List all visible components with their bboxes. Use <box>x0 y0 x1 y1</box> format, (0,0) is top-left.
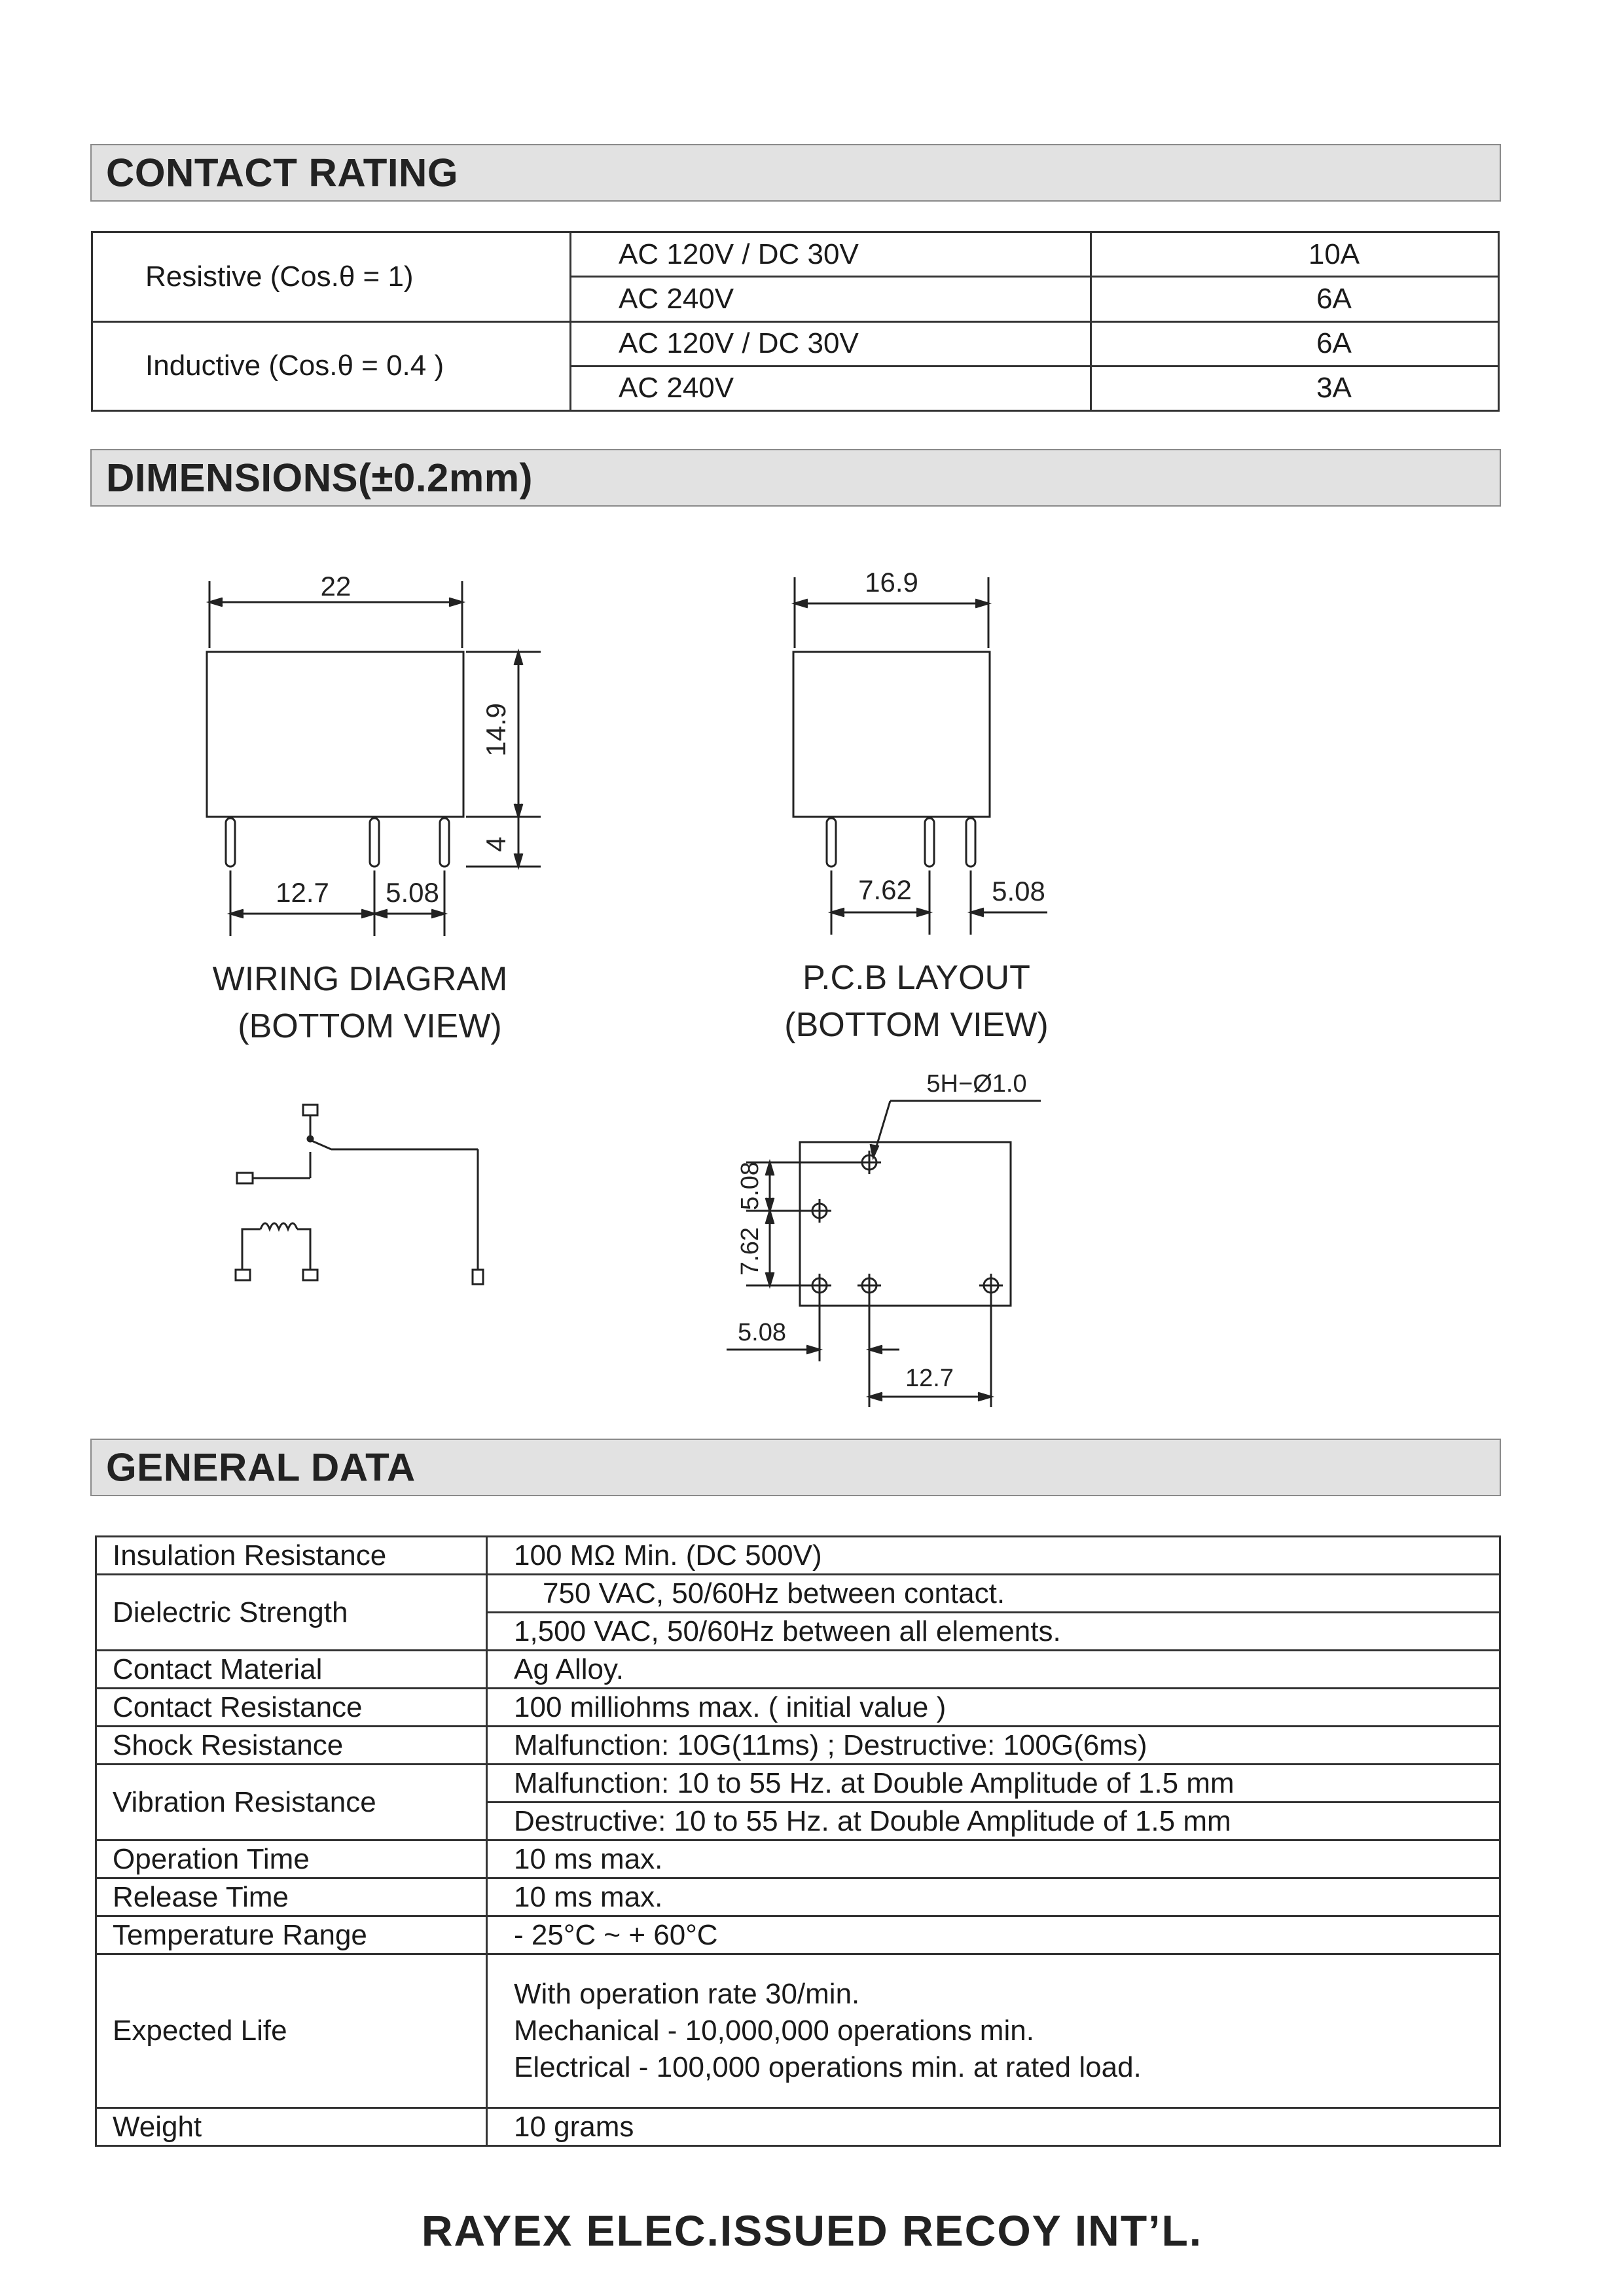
front-height-label: 14.9 <box>480 703 511 757</box>
pcb-layout-subtitle: (BOTTOM VIEW) <box>784 1006 1049 1044</box>
contact-load-label: Inductive (Cos.θ = 0.4 ) <box>92 321 571 411</box>
table-row <box>96 1651 1500 1689</box>
spec-value-group <box>487 1954 1500 2108</box>
spec-value: Mechanical - 10,000,000 operations min. <box>514 2015 1034 2047</box>
spec-value: Electrical - 100,000 operations min. at rated load. <box>514 2051 1142 2083</box>
contact-voltage: AC 120V / DC 30V <box>571 321 1091 366</box>
table-row <box>96 1727 1500 1765</box>
table-row <box>96 1575 1500 1613</box>
dimensions-title: DIMENSIONS(±0.2mm) <box>106 456 533 500</box>
spec-value: 10 ms max. <box>487 1840 1500 1878</box>
wiring-diagram-caption <box>196 956 524 1050</box>
spec-label: Weight <box>96 2108 487 2146</box>
front-width-label: 22 <box>320 571 352 601</box>
spec-value: 750 VAC, 50/60Hz between contact. <box>487 1575 1500 1613</box>
contact-current: 6A <box>1091 321 1499 366</box>
contact-rating-title: CONTACT RATING <box>106 151 459 195</box>
front-pitch-a-label: 12.7 <box>276 877 329 908</box>
spec-label: Dielectric Strength <box>96 1575 487 1651</box>
general-data-header <box>90 1439 1501 1496</box>
table-row <box>96 1689 1500 1727</box>
spec-label: Operation Time <box>96 1840 487 1878</box>
spec-label: Contact Resistance <box>96 1689 487 1727</box>
wiring-diagram-title: WIRING DIAGRAM <box>212 960 508 998</box>
wiring-diagram-subtitle: (BOTTOM VIEW) <box>238 1007 502 1045</box>
pcb-holes-label: 5H−Ø1.0 <box>926 1070 1027 1098</box>
pcb-dim-v-a-label: 5.08 <box>736 1162 764 1210</box>
spec-value: 1,500 VAC, 50/60Hz between all elements. <box>487 1613 1500 1651</box>
table-row <box>96 1878 1500 1916</box>
contact-voltage: AC 120V / DC 30V <box>571 232 1091 277</box>
pcb-layout-title: P.C.B LAYOUT <box>803 959 1030 997</box>
pcb-dim-v-b-label: 7.62 <box>736 1227 764 1276</box>
spec-label: Vibration Resistance <box>96 1765 487 1840</box>
contact-current: 3A <box>1091 366 1499 410</box>
spec-value: 100 MΩ Min. (DC 500V) <box>487 1537 1500 1575</box>
spec-value: Destructive: 10 to 55 Hz. at Double Amplitude of 1.5 mm <box>487 1803 1500 1840</box>
table-row <box>96 1954 1500 2108</box>
side-pitch-a-label: 7.62 <box>858 874 912 905</box>
spec-value: Malfunction: 10G(11ms) ; Destructive: 100G(6ms) <box>487 1727 1500 1765</box>
contact-load-label: Resistive (Cos.θ = 1) <box>92 232 571 322</box>
spec-value: 10 grams <box>487 2108 1500 2146</box>
spec-label: Shock Resistance <box>96 1727 487 1765</box>
spec-value: Malfunction: 10 to 55 Hz. at Double Amplitude of 1.5 mm <box>487 1765 1500 1803</box>
wiring-diagram <box>236 1105 483 1284</box>
table-row <box>96 1537 1500 1575</box>
spec-value: - 25°C ~ + 60°C <box>487 1916 1500 1954</box>
contact-voltage: AC 240V <box>571 277 1091 321</box>
general-data-table <box>95 1535 1501 2147</box>
table-row <box>96 1840 1500 1878</box>
relay-front-view <box>207 581 541 936</box>
spec-label: Temperature Range <box>96 1916 487 1954</box>
pcb-layout <box>727 1101 1041 1407</box>
spec-value: 100 milliohms max. ( initial value ) <box>487 1689 1500 1727</box>
spec-value: Ag Alloy. <box>487 1651 1500 1689</box>
side-width-label: 16.9 <box>865 567 918 598</box>
pcb-layout-caption <box>753 954 1080 1049</box>
contact-current: 10A <box>1091 232 1499 277</box>
table-row <box>96 1765 1500 1803</box>
table-row <box>96 2108 1500 2146</box>
spec-value: With operation rate 30/min. <box>514 1978 860 2010</box>
spec-label: Release Time <box>96 1878 487 1916</box>
front-pin-length-label: 4 <box>480 836 511 852</box>
spec-label: Expected Life <box>96 1954 487 2108</box>
contact-voltage: AC 240V <box>571 366 1091 410</box>
pcb-dim-h-b-label: 12.7 <box>905 1365 954 1392</box>
general-data-title: GENERAL DATA <box>106 1445 416 1490</box>
side-pitch-b-label: 5.08 <box>992 876 1045 906</box>
spec-value: 10 ms max. <box>487 1878 1500 1916</box>
spec-label: Contact Material <box>96 1651 487 1689</box>
front-pitch-b-label: 5.08 <box>386 877 439 908</box>
table-row <box>96 1916 1500 1954</box>
company-footer: RAYEX ELEC.ISSUED RECOY INT’L. <box>421 2206 1203 2255</box>
contact-current: 6A <box>1091 277 1499 321</box>
pcb-dim-h-a-label: 5.08 <box>738 1319 786 1346</box>
spec-label: Insulation Resistance <box>96 1537 487 1575</box>
